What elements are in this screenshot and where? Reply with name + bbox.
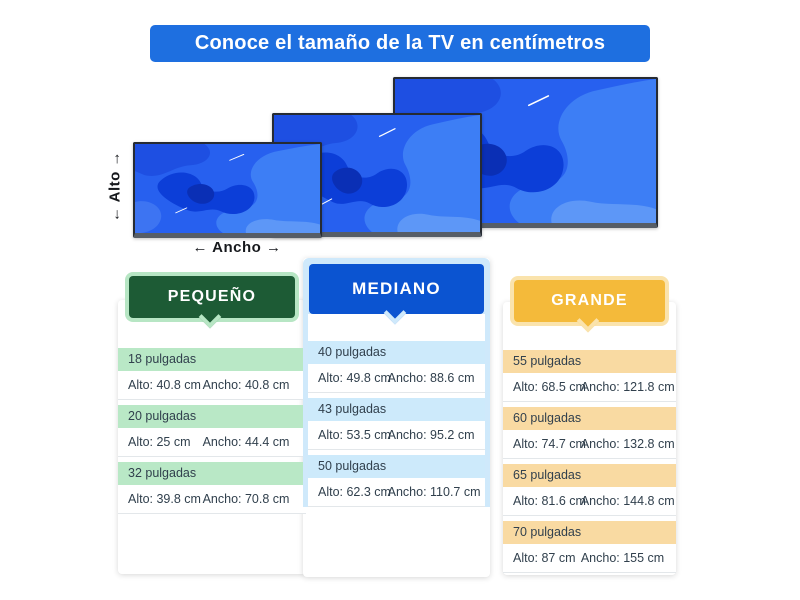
ancho-value: Ancho: 88.6 cm xyxy=(387,371,475,385)
column-banner-label: MEDIANO xyxy=(309,264,484,314)
size-group xyxy=(308,455,485,507)
dimensions-row xyxy=(118,485,306,514)
dimensions-row xyxy=(118,371,306,400)
ancho-value: Ancho: 132.8 cm xyxy=(580,437,675,451)
ancho-value: Ancho: 70.8 cm xyxy=(202,492,290,506)
column-mediano xyxy=(303,258,490,577)
pulgadas-row: 32 pulgadas xyxy=(118,462,306,485)
pulgadas-row: 18 pulgadas xyxy=(118,348,306,371)
column-banner-wrap xyxy=(125,272,299,322)
dimensions-row xyxy=(308,364,485,393)
alto-value: Alto: 49.8 cm xyxy=(318,371,391,385)
ancho-axis-label: ← Ancho → xyxy=(192,239,282,256)
size-rows xyxy=(308,341,485,507)
size-group xyxy=(308,398,485,450)
page-title: Conoce el tamaño de la TV en centímetros xyxy=(150,25,650,62)
size-rows xyxy=(503,350,676,573)
dimensions-row xyxy=(308,478,485,507)
size-group xyxy=(308,341,485,393)
pulgadas-row: 20 pulgadas xyxy=(118,405,306,428)
ancho-value: Ancho: 144.8 cm xyxy=(580,494,675,508)
tv-small xyxy=(133,142,322,238)
dimensions-row xyxy=(503,430,676,459)
pulgadas-row: 55 pulgadas xyxy=(503,350,676,373)
column-banner-label: PEQUEÑO xyxy=(129,276,295,318)
column-grande xyxy=(503,276,676,575)
size-group xyxy=(503,350,676,402)
ancho-value: Ancho: 121.8 cm xyxy=(580,380,675,394)
pulgadas-row: 70 pulgadas xyxy=(503,521,676,544)
ancho-value: Ancho: 40.8 cm xyxy=(202,378,290,392)
alto-axis-label: ← Alto → xyxy=(106,151,124,222)
alto-value: Alto: 39.8 cm xyxy=(128,492,201,506)
pulgadas-row: 40 pulgadas xyxy=(308,341,485,364)
ancho-value: Ancho: 95.2 cm xyxy=(387,428,475,442)
dimensions-row xyxy=(503,373,676,402)
dimensions-row xyxy=(118,428,306,457)
pulgadas-row: 60 pulgadas xyxy=(503,407,676,430)
dimensions-row xyxy=(503,544,676,573)
size-rows xyxy=(118,348,306,514)
size-group xyxy=(118,462,306,514)
alto-value: Alto: 68.5 cm xyxy=(513,380,586,394)
alto-value: Alto: 25 cm xyxy=(128,435,191,449)
size-group xyxy=(503,464,676,516)
column-banner-wrap xyxy=(303,258,490,314)
pulgadas-row: 43 pulgadas xyxy=(308,398,485,421)
size-group xyxy=(118,348,306,400)
alto-value: Alto: 62.3 cm xyxy=(318,485,391,499)
size-group xyxy=(503,407,676,459)
dimensions-row xyxy=(308,421,485,450)
column-pequeno xyxy=(118,272,306,574)
alto-value: Alto: 81.6 cm xyxy=(513,494,586,508)
size-group xyxy=(118,405,306,457)
alto-value: Alto: 53.5 cm xyxy=(318,428,391,442)
alto-value: Alto: 40.8 cm xyxy=(128,378,201,392)
column-side-stripes xyxy=(303,314,490,507)
dimensions-row xyxy=(503,487,676,516)
ancho-value: Ancho: 44.4 cm xyxy=(202,435,290,449)
pulgadas-row: 65 pulgadas xyxy=(503,464,676,487)
size-group xyxy=(503,521,676,573)
column-banner-wrap xyxy=(510,276,669,326)
alto-value: Alto: 87 cm xyxy=(513,551,576,565)
alto-value: Alto: 74.7 cm xyxy=(513,437,586,451)
ancho-value: Ancho: 110.7 cm xyxy=(387,485,481,499)
column-banner-label: GRANDE xyxy=(514,280,665,322)
tv-screen-art xyxy=(135,144,320,233)
pulgadas-row: 50 pulgadas xyxy=(308,455,485,478)
ancho-value: Ancho: 155 cm xyxy=(580,551,665,565)
